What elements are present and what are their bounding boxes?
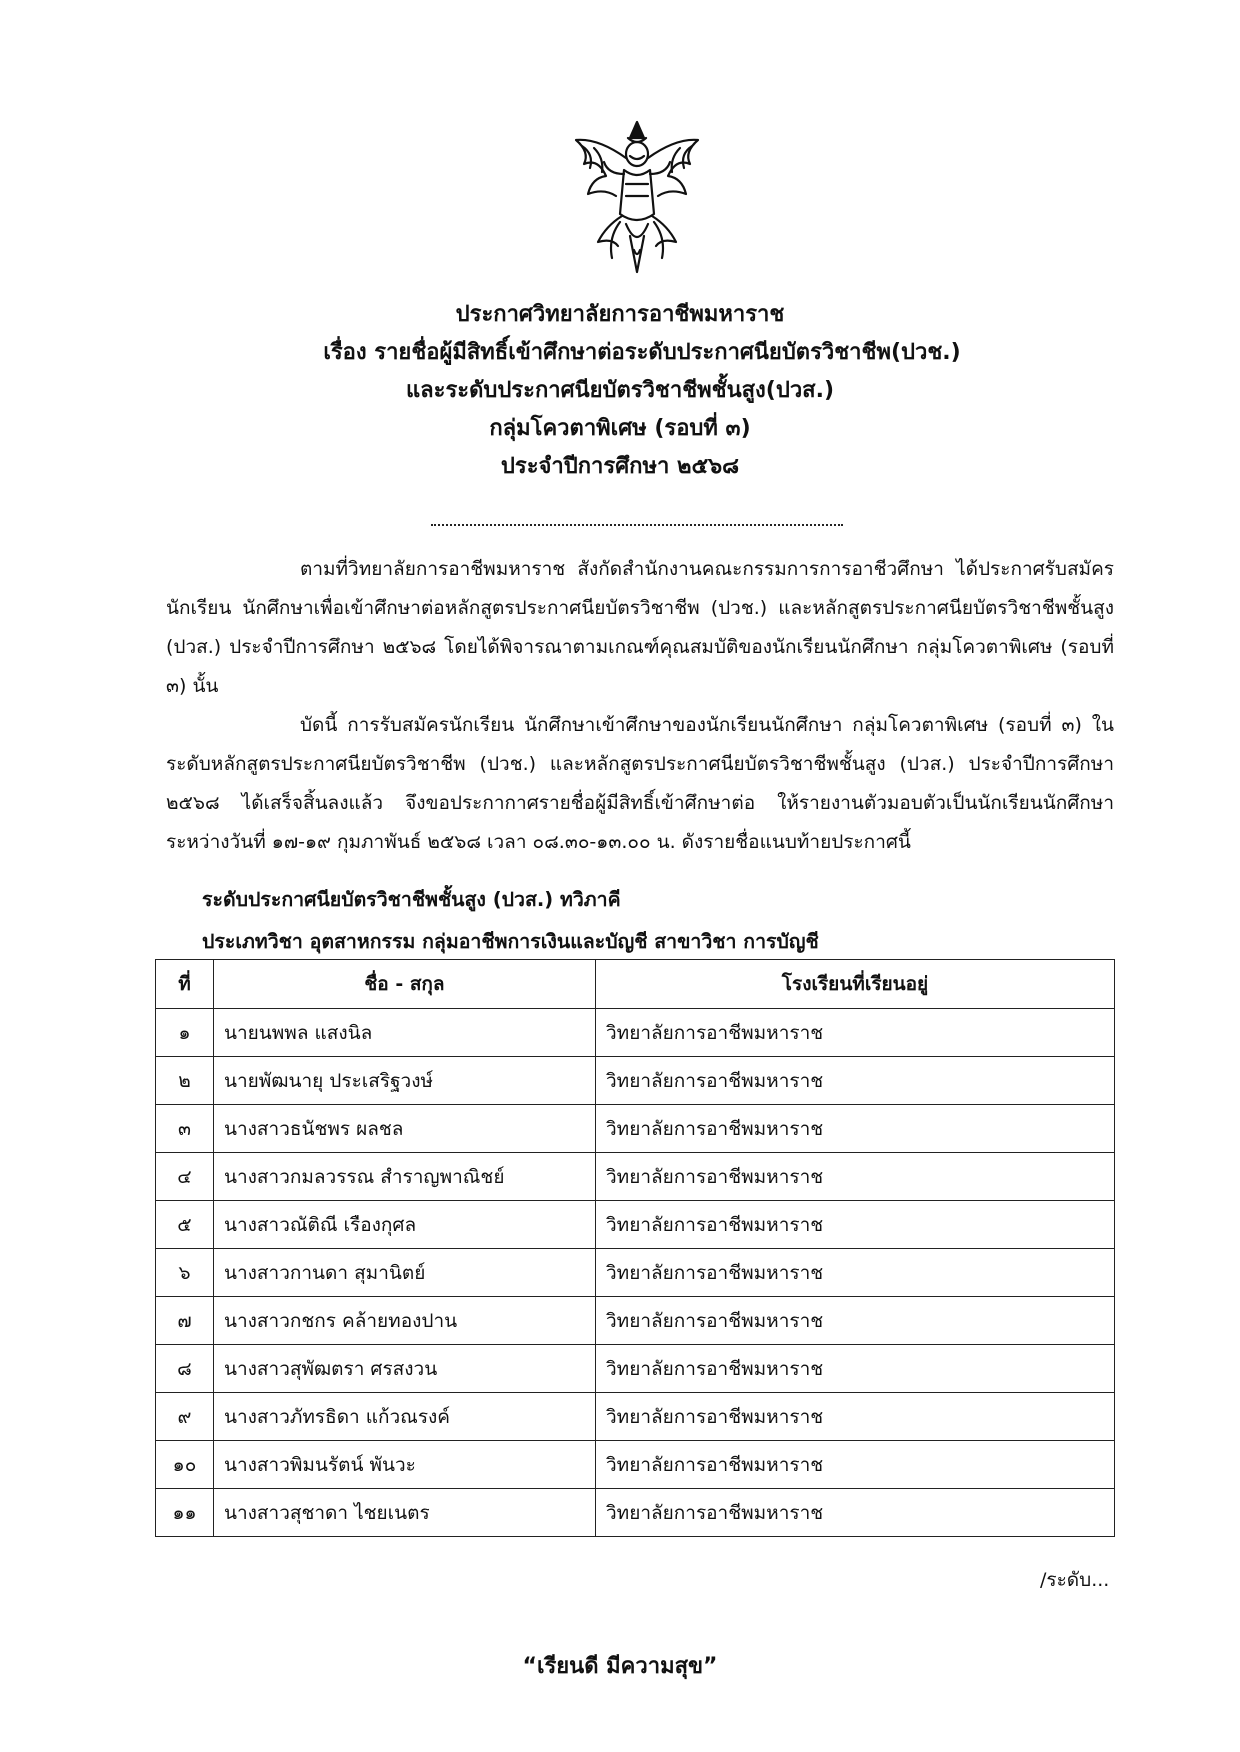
school-name: วิทยาลัยการอาชีพมหาราช bbox=[596, 1249, 1115, 1297]
table-row bbox=[156, 1105, 1115, 1153]
heading-line-3: และระดับประกาศนียบัตรวิชาชีพชั้นสูง(ปวส.) bbox=[405, 378, 835, 403]
school-name: วิทยาลัยการอาชีพมหาราช bbox=[596, 1345, 1115, 1393]
table-row bbox=[156, 1249, 1115, 1297]
row-number: ๗ bbox=[156, 1297, 214, 1345]
school-name: วิทยาลัยการอาชีพมหาราช bbox=[596, 1393, 1115, 1441]
school-name: วิทยาลัยการอาชีพมหาราช bbox=[596, 1057, 1115, 1105]
table-row bbox=[156, 1393, 1115, 1441]
announcement-body bbox=[166, 550, 1114, 862]
student-name: นางสาวพิมนรัตน์ พันวะ bbox=[214, 1441, 596, 1489]
table-row bbox=[156, 1201, 1115, 1249]
announcement-heading bbox=[0, 296, 1240, 486]
row-number: ๑๑ bbox=[156, 1489, 214, 1537]
row-number: ๔ bbox=[156, 1153, 214, 1201]
student-name: นายนพพล แสงนิล bbox=[214, 1009, 596, 1057]
student-name: นางสาวกมลวรรณ สำราญพาณิชย์ bbox=[214, 1153, 596, 1201]
table-row bbox=[156, 1297, 1115, 1345]
table-row bbox=[156, 1057, 1115, 1105]
row-number: ๙ bbox=[156, 1393, 214, 1441]
student-name: นายพัฒนายุ ประเสริฐวงษ์ bbox=[214, 1057, 596, 1105]
row-number: ๓ bbox=[156, 1105, 214, 1153]
paragraph-1: ตามที่วิทยาลัยการอาชีพมหาราช สังกัดสำนักงานคณะกรรมการการอาชีวศึกษา ได้ประกาศรับสมัครนักเรียน นักศึกษาเพื่อเข้าศึกษาต่อหลักสูตรประกาศนียบัตรวิชาชีพ (ปวช.) และหลักสูตรประกาศนียบัตรวิชาชีพชั้นสูง (ปวส.) ประจำปีการศึกษา ๒๕๖๘ โดยได้พิจารณาตามเกณฑ์คุณสมบัติของนักเรียนนักศึกษา กลุ่มโควตาพิเศษ (รอบที่ ๓) นั้น bbox=[166, 558, 1114, 697]
student-name: นางสาวสุชาดา ไชยเนตร bbox=[214, 1489, 596, 1537]
row-number: ๘ bbox=[156, 1345, 214, 1393]
school-name: วิทยาลัยการอาชีพมหาราช bbox=[596, 1009, 1115, 1057]
dotted-divider bbox=[431, 524, 843, 526]
table-row bbox=[156, 1009, 1115, 1057]
school-name: วิทยาลัยการอาชีพมหาราช bbox=[596, 1297, 1115, 1345]
heading-line-5: ประจำปีการศึกษา ๒๕๖๘ bbox=[500, 454, 740, 479]
heading-line-1: ประกาศวิทยาลัยการอาชีพมหาราช bbox=[455, 302, 785, 327]
school-name: วิทยาลัยการอาชีพมหาราช bbox=[596, 1105, 1115, 1153]
school-name: วิทยาลัยการอาชีพมหาราช bbox=[596, 1201, 1115, 1249]
table-header-row bbox=[156, 960, 1115, 1009]
table-row bbox=[156, 1153, 1115, 1201]
student-name: นางสาวภัทรธิดา แก้วณรงค์ bbox=[214, 1393, 596, 1441]
school-motto: “เรียนดี มีความสุข” bbox=[522, 1654, 718, 1679]
school-name: วิทยาลัยการอาชีพมหาราช bbox=[596, 1153, 1115, 1201]
paragraph-2: บัดนี้ การรับสมัครนักเรียน นักศึกษาเข้าศึกษาของนักเรียนนักศึกษา กลุ่มโควตาพิเศษ (รอบที่ ๓) ในระดับหลักสูตรประกาศนียบัตรวิชาชีพ (ปวช.) และหลักสูตรประกาศนียบัตรวิชาชีพชั้นสูง (ปวส.) ประจำปีการศึกษา ๒๕๖๘ ได้เสร็จสิ้นลงแล้ว จึงขอประกากาศรายชื่อผู้มีสิทธิ์เข้าศึกษาต่อ ให้รายงานตัวมอบตัวเป็นนักเรียนนักศึกษา ระหว่างวันที่ ๑๗-๑๙ กุมภาพันธ์ ๒๕๖๘ เวลา ๐๘.๓๐-๑๓.๐๐ น. ดังรายชื่อแนบท้ายประกาศนี้ bbox=[166, 714, 1114, 853]
school-name: วิทยาลัยการอาชีพมหาราช bbox=[596, 1441, 1115, 1489]
heading-line-2: เรื่อง รายชื่อผู้มีสิทธิ์เข้าศึกษาต่อระดับประกาศนียบัตรวิชาชีพ(ปวช.) bbox=[323, 340, 961, 365]
table-row bbox=[156, 1441, 1115, 1489]
student-name: นางสาวกชกร คล้ายทองปาน bbox=[214, 1297, 596, 1345]
row-number: ๖ bbox=[156, 1249, 214, 1297]
table-row bbox=[156, 1489, 1115, 1537]
student-name: นางสาวสุพัฒตรา ศรสงวน bbox=[214, 1345, 596, 1393]
row-number: ๑๐ bbox=[156, 1441, 214, 1489]
row-number: ๑ bbox=[156, 1009, 214, 1057]
student-name: นางสาวธนัชพร ผลชล bbox=[214, 1105, 596, 1153]
header-name: ชื่อ - สกุล bbox=[214, 960, 596, 1009]
row-number: ๕ bbox=[156, 1201, 214, 1249]
header-no: ที่ bbox=[156, 960, 214, 1009]
school-name: วิทยาลัยการอาชีพมหาราช bbox=[596, 1489, 1115, 1537]
garuda-emblem-icon bbox=[568, 118, 706, 276]
row-number: ๒ bbox=[156, 1057, 214, 1105]
table-row bbox=[156, 1345, 1115, 1393]
heading-line-4: กลุ่มโควตาพิเศษ (รอบที่ ๓) bbox=[489, 416, 751, 441]
continued-marker: /ระดับ... bbox=[1040, 1569, 1110, 1591]
level-title: ระดับประกาศนียบัตรวิชาชีพชั้นสูง (ปวส.) ทวิภาคี bbox=[202, 888, 621, 911]
student-name: นางสาวณัติณี เรืองกุศล bbox=[214, 1201, 596, 1249]
student-name: นางสาวกานดา สุมานิตย์ bbox=[214, 1249, 596, 1297]
program-title: ประเภทวิชา อุตสาหกรรม กลุ่มอาชีพการเงินและบัญชี สาขาวิชา การบัญชี bbox=[202, 930, 819, 953]
header-school: โรงเรียนที่เรียนอยู่ bbox=[596, 960, 1115, 1009]
admitted-students-table bbox=[155, 959, 1115, 1537]
